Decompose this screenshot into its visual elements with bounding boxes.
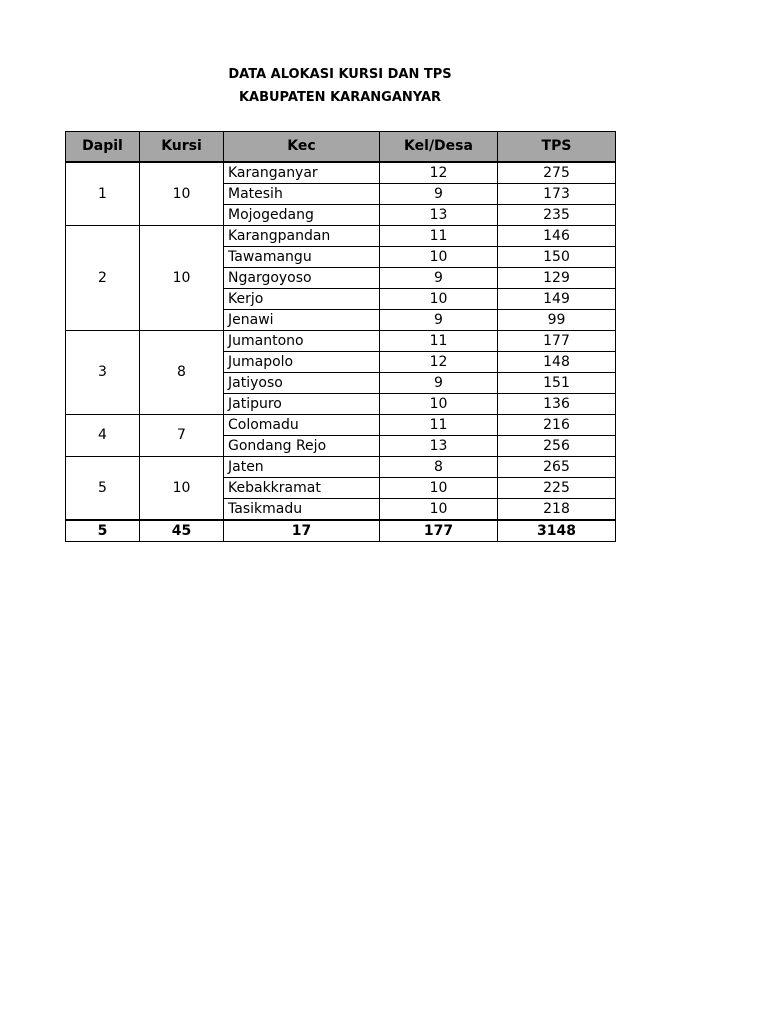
cell-dapil: 3	[66, 330, 140, 414]
cell-tps: 256	[498, 435, 616, 456]
cell-tps: 218	[498, 498, 616, 520]
total-tps: 3148	[498, 520, 616, 542]
total-kel-desa: 177	[380, 520, 498, 542]
table-header-row	[66, 132, 616, 162]
cell-tps: 225	[498, 477, 616, 498]
cell-tps: 99	[498, 309, 616, 330]
table-row	[66, 456, 616, 477]
cell-dapil: 4	[66, 414, 140, 456]
cell-kel-desa: 13	[380, 435, 498, 456]
cell-kel-desa: 11	[380, 414, 498, 435]
cell-kec: Karanganyar	[224, 162, 380, 184]
total-dapil: 5	[66, 520, 140, 542]
cell-kel-desa: 10	[380, 498, 498, 520]
cell-kel-desa: 9	[380, 267, 498, 288]
cell-kec: Jumantono	[224, 330, 380, 351]
cell-tps: 129	[498, 267, 616, 288]
cell-tps: 151	[498, 372, 616, 393]
cell-dapil: 2	[66, 225, 140, 330]
cell-kec: Tawamangu	[224, 246, 380, 267]
cell-kec: Jatiyoso	[224, 372, 380, 393]
cell-kel-desa: 11	[380, 225, 498, 246]
cell-kel-desa: 10	[380, 477, 498, 498]
cell-tps: 149	[498, 288, 616, 309]
cell-kel-desa: 10	[380, 288, 498, 309]
cell-kel-desa: 13	[380, 204, 498, 225]
cell-tps: 146	[498, 225, 616, 246]
cell-kel-desa: 8	[380, 456, 498, 477]
allocation-table	[65, 131, 616, 542]
table-body	[66, 162, 616, 542]
table-row	[66, 414, 616, 435]
cell-kec: Jenawi	[224, 309, 380, 330]
cell-kursi: 7	[140, 414, 224, 456]
cell-kec: Karangpandan	[224, 225, 380, 246]
cell-kursi: 10	[140, 162, 224, 226]
total-row	[66, 520, 616, 542]
cell-kec: Gondang Rejo	[224, 435, 380, 456]
cell-tps: 235	[498, 204, 616, 225]
table-row	[66, 225, 616, 246]
cell-kel-desa: 9	[380, 309, 498, 330]
cell-kel-desa: 10	[380, 246, 498, 267]
cell-dapil: 5	[66, 456, 140, 520]
cell-tps: 177	[498, 330, 616, 351]
cell-kursi: 10	[140, 456, 224, 520]
cell-tps: 265	[498, 456, 616, 477]
cell-kel-desa: 9	[380, 183, 498, 204]
cell-kel-desa: 12	[380, 162, 498, 184]
cell-kec: Kebakkramat	[224, 477, 380, 498]
cell-kec: Jumapolo	[224, 351, 380, 372]
cell-tps: 148	[498, 351, 616, 372]
cell-tps: 173	[498, 183, 616, 204]
document-subtitle: KABUPATEN KARANGANYAR	[238, 90, 442, 105]
cell-kec: Matesih	[224, 183, 380, 204]
total-kec: 17	[224, 520, 380, 542]
cell-tps: 216	[498, 414, 616, 435]
cell-tps: 275	[498, 162, 616, 184]
header-kursi: Kursi	[140, 132, 224, 162]
table-row	[66, 162, 616, 184]
cell-dapil: 1	[66, 162, 140, 226]
cell-kel-desa: 12	[380, 351, 498, 372]
document-title: DATA ALOKASI KURSI DAN TPS	[228, 67, 452, 82]
cell-kel-desa: 10	[380, 393, 498, 414]
header-kec: Kec	[224, 132, 380, 162]
cell-kec: Jaten	[224, 456, 380, 477]
cell-kel-desa: 9	[380, 372, 498, 393]
cell-kec: Kerjo	[224, 288, 380, 309]
cell-kursi: 8	[140, 330, 224, 414]
header-tps: TPS	[498, 132, 616, 162]
cell-kel-desa: 11	[380, 330, 498, 351]
cell-kec: Jatipuro	[224, 393, 380, 414]
table-row	[66, 330, 616, 351]
header-kel-desa: Kel/Desa	[380, 132, 498, 162]
cell-kursi: 10	[140, 225, 224, 330]
cell-kec: Mojogedang	[224, 204, 380, 225]
header-dapil: Dapil	[66, 132, 140, 162]
total-kursi: 45	[140, 520, 224, 542]
cell-tps: 150	[498, 246, 616, 267]
cell-kec: Ngargoyoso	[224, 267, 380, 288]
cell-kec: Colomadu	[224, 414, 380, 435]
cell-kec: Tasikmadu	[224, 498, 380, 520]
cell-tps: 136	[498, 393, 616, 414]
